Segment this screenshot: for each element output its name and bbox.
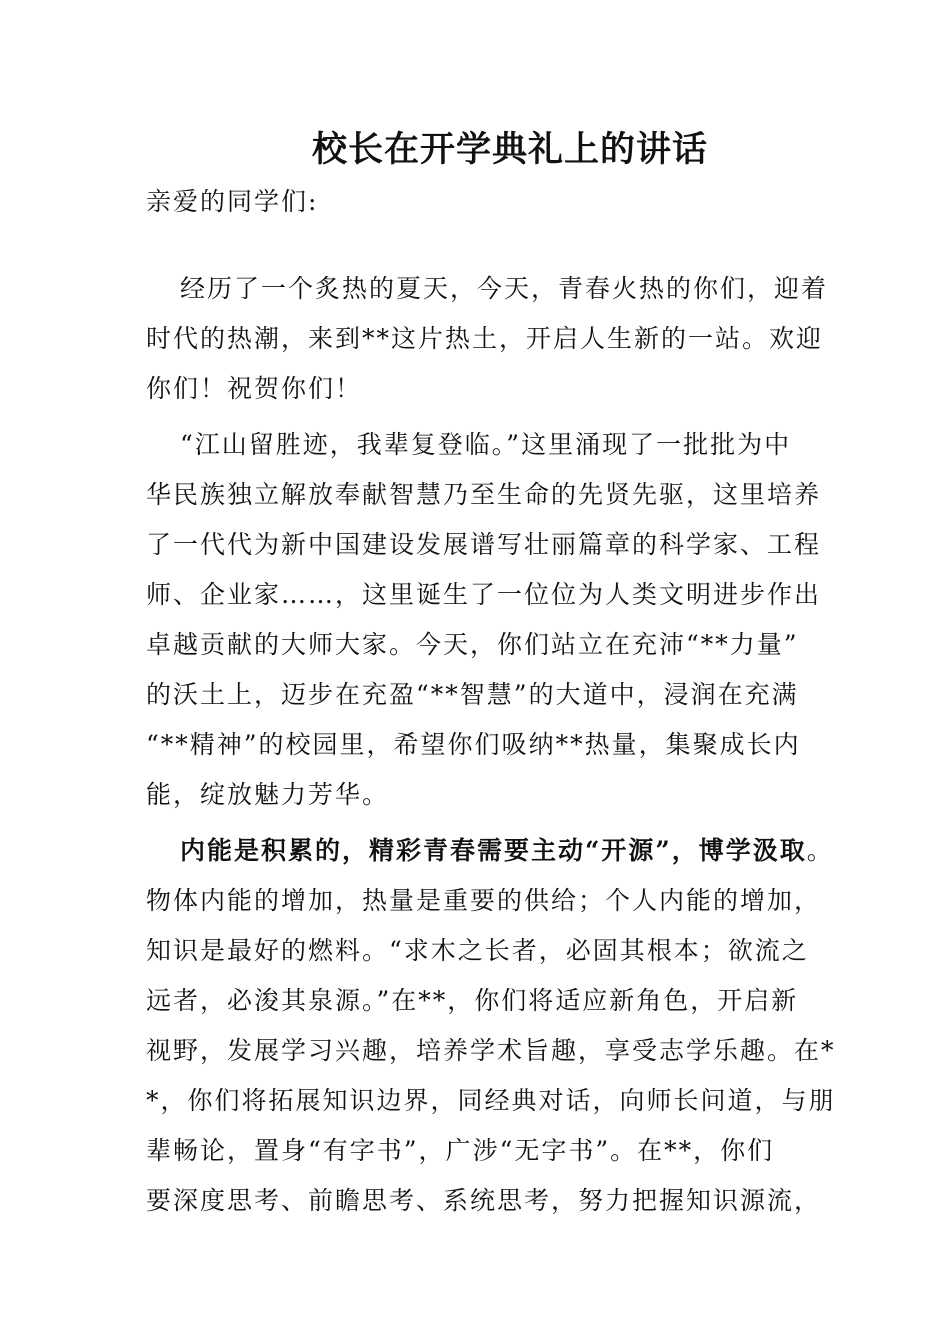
paragraph-2 <box>146 420 836 820</box>
text-line: 的沃土上，迈步在充盈“**智慧”的大道中，浸润在充满 <box>146 680 799 709</box>
text-line: 辈畅论，置身“有字书”，广涉“无字书”。在**，你们 <box>146 1136 775 1165</box>
text-line: 你们！祝贺你们！ <box>146 374 363 403</box>
text-line: 师、企业家……，这里诞生了一位位为人类文明进步作出 <box>146 580 822 609</box>
text-line: 视野，发展学习兴趣，培养学术旨趣，享受志学乐趣。在* <box>146 1036 836 1065</box>
text-line: “**精神”的校园里，希望你们吸纳**热量，集聚成长内 <box>146 730 801 759</box>
lead-sentence-line <box>146 826 836 876</box>
paragraph-1 <box>146 264 836 414</box>
paragraph-3 <box>146 826 836 1226</box>
text-line: 卓越贡献的大师大家。今天，你们站立在充沛“**力量” <box>146 630 799 659</box>
text-line: 物体内能的增加，热量是重要的供给；个人内能的增加， <box>146 886 822 915</box>
text-line: 时代的热潮，来到**这片热土，开启人生新的一站。欢迎 <box>146 324 824 353</box>
page-title: 校长在开学典礼上的讲话 <box>311 129 708 170</box>
salutation: 亲爱的同学们: <box>146 187 319 216</box>
lead-sentence-end: 。 <box>806 836 834 865</box>
lead-sentence: 内能是积累的，精彩青春需要主动“开源”，博学汲取 <box>180 836 807 865</box>
text-line: *，你们将拓展知识边界，同经典对话，向师长问道，与朋 <box>146 1086 836 1115</box>
text-line: 要深度思考、前瞻思考、系统思考，努力把握知识源流， <box>146 1186 822 1215</box>
document-body <box>146 180 836 1226</box>
text-line: 经历了一个炙热的夏天，今天，青春火热的你们，迎着 <box>180 274 829 303</box>
text-line: 华民族独立解放奉献智慧乃至生命的先贤先驱，这里培养 <box>146 480 822 509</box>
text-line: 了一代代为新中国建设发展谱写壮丽篇章的科学家、工程 <box>146 530 822 559</box>
text-line: 能，绽放魅力芳华。 <box>146 780 390 809</box>
text-line: 远者，必浚其泉源。”在**，你们将适应新角色，开启新 <box>146 986 799 1015</box>
text-line: 知识是最好的燃料。“求木之长者，必固其根本；欲流之 <box>146 936 809 965</box>
text-line: “江山留胜迹，我辈复登临。”这里涌现了一批批为中 <box>180 430 792 459</box>
